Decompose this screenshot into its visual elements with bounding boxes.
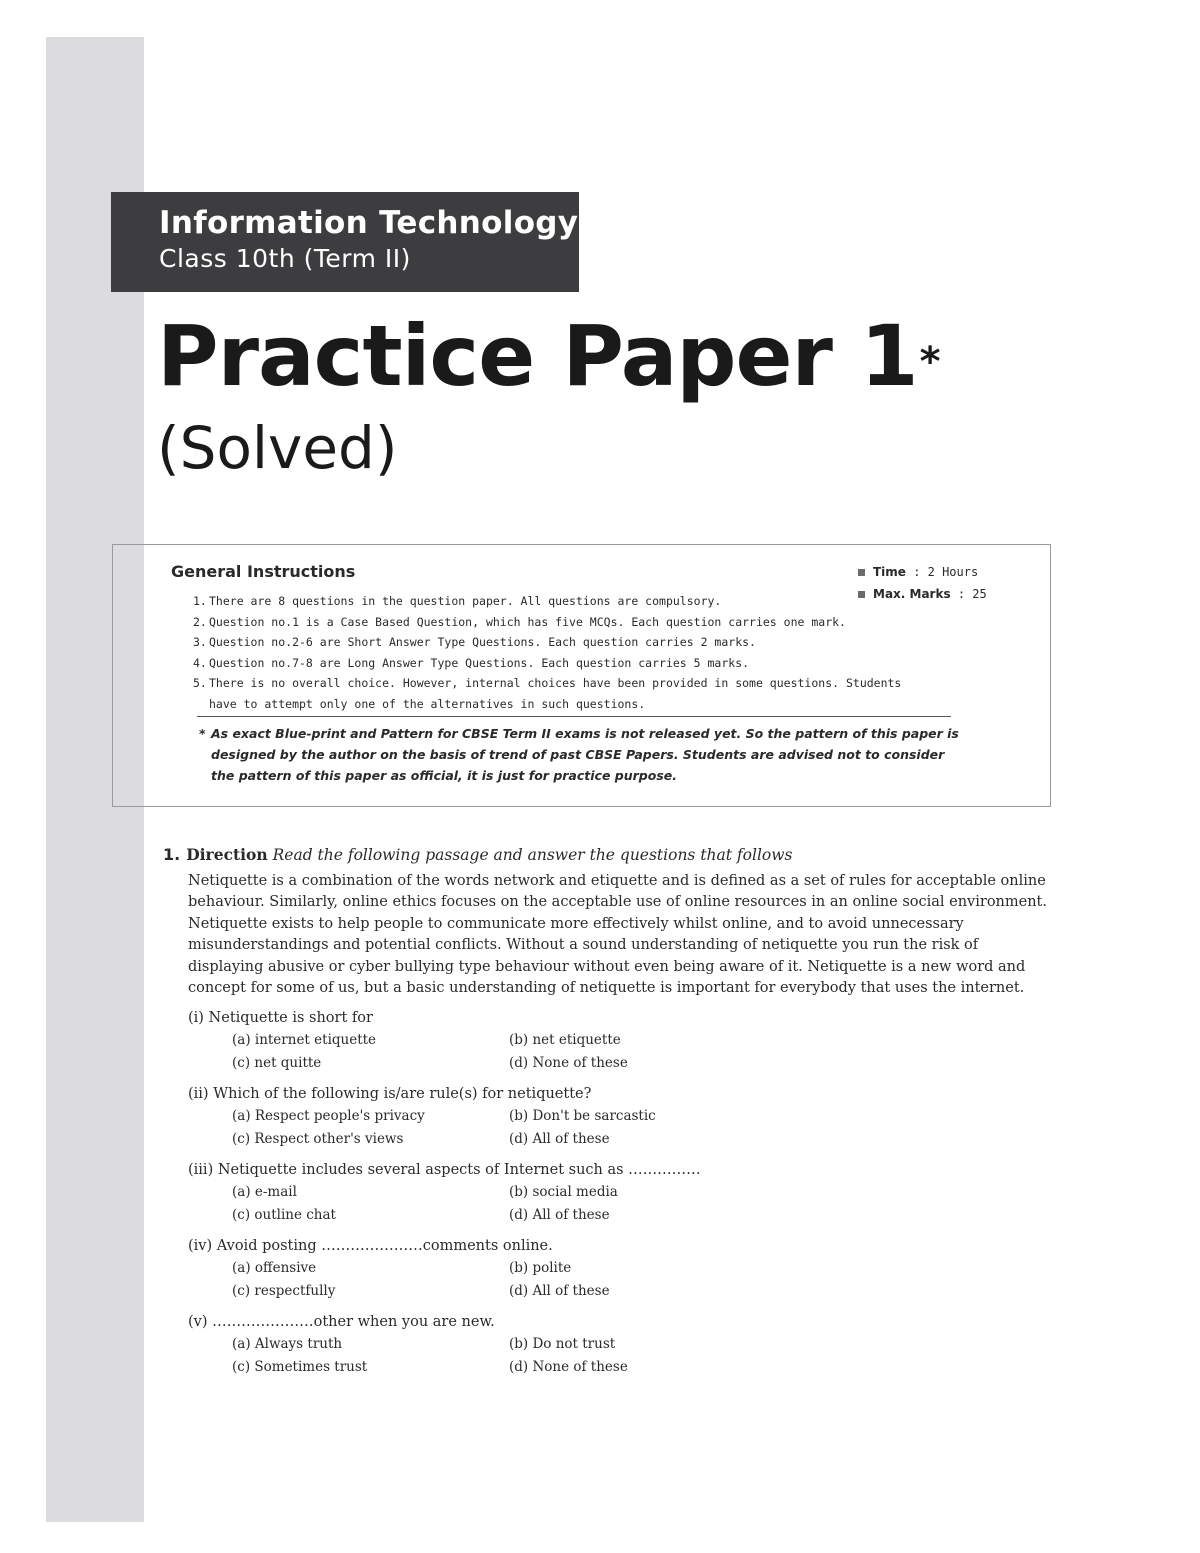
subquestions	[188, 1007, 1058, 1379]
marks-value: : 25	[957, 587, 987, 601]
subquestion	[188, 1235, 1058, 1303]
note-asterisk: *	[199, 726, 206, 741]
time-row	[858, 561, 987, 583]
direction-text: Read the following passage and answer the questions that follows	[272, 846, 793, 864]
instruction-item: 1. There are 8 questions in the question paper. All questions are compulsory.	[193, 594, 722, 608]
option: (c) respectfully	[232, 1283, 336, 1300]
instructions-box	[112, 544, 1051, 807]
subquestion	[188, 1159, 1058, 1227]
instruction-item: 4. Question no.7-8 are Long Answer Type Questions. Each question carries 5 marks.	[193, 655, 750, 670]
instructions-divider	[197, 716, 951, 717]
marks-label: Max. Marks	[873, 587, 951, 601]
instructions-list	[193, 591, 933, 714]
options	[232, 1257, 1058, 1303]
subquestion-stem: (i) Netiquette is short for	[188, 1010, 373, 1027]
instructions-heading: General Instructions	[171, 562, 356, 581]
instruction-item: 5. There is no overall choice. However, internal choices have been provided in some questions. Students have to attempt only one of the alternatives in such questions.	[193, 676, 902, 711]
option: (b) polite	[509, 1260, 572, 1277]
subquestion	[188, 1311, 1058, 1379]
options	[232, 1181, 1058, 1227]
subquestion-stem: (iii) Netiquette includes several aspects of Internet such as ……………	[188, 1162, 701, 1179]
options	[232, 1029, 1058, 1075]
option: (d) None of these	[509, 1055, 628, 1072]
instruction-item: 2. Question no.1 is a Case Based Question, which has five MCQs. Each question carries one mark.	[193, 614, 846, 629]
option: (d) All of these	[509, 1131, 610, 1148]
option: (b) social media	[509, 1184, 618, 1201]
direction-label: Direction	[186, 845, 268, 864]
note-text: As exact Blue-print and Pattern for CBSE Term II exams is not released yet. So the pattern of this paper is designed by the author on the basis of trend of past CBSE Papers. Students are advised not to consider the pattern of this paper as official, it is just for practice purpose.	[211, 726, 959, 783]
option: (a) Respect people's privacy	[232, 1108, 425, 1125]
option: (b) Don't be sarcastic	[509, 1108, 656, 1125]
option: (a) e-mail	[232, 1184, 297, 1201]
question-number: 1.	[163, 845, 181, 864]
subject-title: Information Technology	[159, 205, 579, 241]
option: (b) net etiquette	[509, 1032, 621, 1049]
option: (a) Always truth	[232, 1336, 343, 1353]
option: (c) net quitte	[232, 1055, 322, 1072]
subquestion	[188, 1083, 1058, 1151]
option: (b) Do not trust	[509, 1336, 616, 1353]
passage: Netiquette is a combination of the words network and etiquette and is defined as a set of rules for acceptable online behaviour. Similarly, online ethics focuses on the acceptable use of online resources in an online social environment. Netiquette exists to help people to communicate more effectively whilst online, and to avoid unnecessary misunderstandings and potential conflicts. Without a sound understanding of netiquette you run the risk of displaying abusive or cyber bullying type behaviour without even being aware of it. Netiquette is a new word and concept for some of us, but a basic understanding of netiquette is important for everybody that uses the internet.	[188, 873, 1047, 997]
square-bullet-icon	[858, 569, 865, 576]
option: (d) All of these	[509, 1283, 610, 1300]
option: (d) All of these	[509, 1207, 610, 1224]
option: (d) None of these	[509, 1359, 628, 1376]
subquestion-stem: (ii) Which of the following is/are rule(s) for netiquette?	[188, 1086, 592, 1103]
instruction-item: 3. Question no.2-6 are Short Answer Type Questions. Each question carries 2 marks.	[193, 635, 756, 649]
time-label: Time	[873, 565, 906, 579]
option: (c) outline chat	[232, 1207, 336, 1224]
options	[232, 1105, 1058, 1151]
option: (c) Respect other's views	[232, 1131, 404, 1148]
pattern-note	[199, 723, 959, 786]
option: (a) internet etiquette	[232, 1032, 377, 1049]
title-asterisk: *	[919, 339, 940, 385]
option: (c) Sometimes trust	[232, 1359, 368, 1376]
subquestion-stem: (v) …………………other when you are new.	[188, 1314, 495, 1331]
question-header	[163, 843, 1063, 867]
class-term: Class 10th (Term II)	[159, 244, 411, 273]
option: (a) offensive	[232, 1260, 317, 1277]
paper-title	[157, 306, 940, 406]
question-1	[163, 843, 1063, 1379]
options	[232, 1333, 1058, 1379]
paper-subtitle: (Solved)	[157, 414, 398, 482]
paper-title-text: Practice Paper 1	[157, 307, 918, 405]
subquestion	[188, 1007, 1058, 1075]
subquestion-stem: (iv) Avoid posting …………………comments online.	[188, 1238, 553, 1255]
time-value: : 2 Hours	[913, 565, 979, 579]
subject-banner	[111, 192, 579, 292]
